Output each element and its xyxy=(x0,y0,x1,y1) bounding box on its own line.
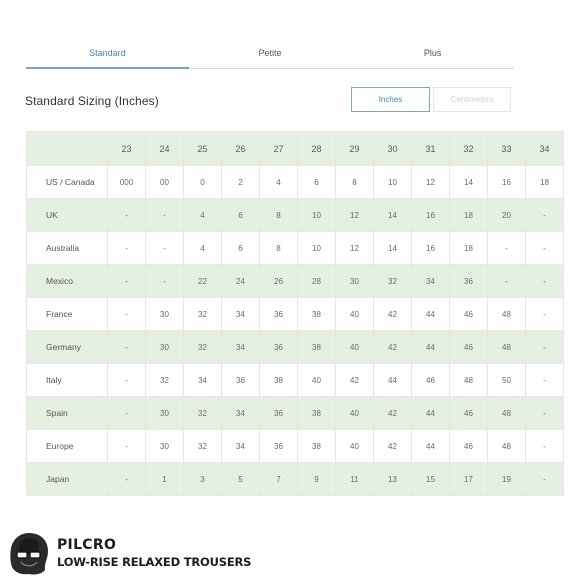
size-header-27: 27 xyxy=(260,132,298,166)
size-cell: 46 xyxy=(450,331,488,364)
size-cell: - xyxy=(488,232,526,265)
size-cell: 34 xyxy=(222,397,260,430)
size-chart-table-container xyxy=(26,131,580,497)
size-cell: 44 xyxy=(412,331,450,364)
table-row xyxy=(27,298,564,331)
size-cell: 26 xyxy=(260,265,298,298)
size-table-body xyxy=(27,166,564,496)
size-cell: 34 xyxy=(222,331,260,364)
size-cell: 38 xyxy=(298,331,336,364)
brand-name: PILCRO xyxy=(57,537,117,553)
size-header-34: 34 xyxy=(526,132,564,166)
size-header-28: 28 xyxy=(298,132,336,166)
size-cell: - xyxy=(526,430,564,463)
size-cell: 42 xyxy=(374,331,412,364)
size-cell: 22 xyxy=(184,265,222,298)
header-corner-cell xyxy=(27,132,108,166)
size-cell: - xyxy=(526,199,564,232)
size-cell: 48 xyxy=(488,298,526,331)
size-cell: - xyxy=(526,232,564,265)
size-cell: 48 xyxy=(450,364,488,397)
size-cell: 14 xyxy=(374,199,412,232)
row-label: Japan xyxy=(27,463,108,496)
size-cell: 40 xyxy=(336,397,374,430)
size-cell: 44 xyxy=(374,364,412,397)
table-row xyxy=(27,364,564,397)
size-cell: 36 xyxy=(260,298,298,331)
size-cell: 32 xyxy=(184,331,222,364)
table-row xyxy=(27,397,564,430)
size-header-32: 32 xyxy=(450,132,488,166)
size-cell: 34 xyxy=(222,430,260,463)
size-cell: - xyxy=(146,232,184,265)
size-cell: 16 xyxy=(412,199,450,232)
size-cell: 38 xyxy=(298,298,336,331)
size-cell: - xyxy=(526,265,564,298)
size-cell: 36 xyxy=(260,430,298,463)
size-header-30: 30 xyxy=(374,132,412,166)
size-cell: 40 xyxy=(336,430,374,463)
page-title: Standard Sizing (Inches) xyxy=(25,94,159,108)
size-cell: 48 xyxy=(488,331,526,364)
pilcro-logo-icon xyxy=(9,532,49,576)
size-cell: 36 xyxy=(260,397,298,430)
size-cell: 36 xyxy=(450,265,488,298)
size-cell: - xyxy=(526,298,564,331)
size-cell: 8 xyxy=(260,199,298,232)
centimeters-button[interactable]: Centimeters xyxy=(433,87,511,112)
size-cell: - xyxy=(108,463,146,496)
size-cell: - xyxy=(108,430,146,463)
size-cell: 48 xyxy=(488,397,526,430)
size-cell: 42 xyxy=(374,430,412,463)
size-cell: 32 xyxy=(184,430,222,463)
size-cell: 18 xyxy=(450,199,488,232)
table-row xyxy=(27,199,564,232)
size-cell: 44 xyxy=(412,298,450,331)
size-cell: - xyxy=(108,199,146,232)
size-cell: 14 xyxy=(450,166,488,199)
table-row xyxy=(27,265,564,298)
row-label: Australia xyxy=(27,232,108,265)
size-cell: 34 xyxy=(184,364,222,397)
tab-petite[interactable]: Petite xyxy=(258,48,282,58)
size-cell: - xyxy=(526,364,564,397)
size-cell: 38 xyxy=(298,430,336,463)
row-label: UK xyxy=(27,199,108,232)
size-header-31: 31 xyxy=(412,132,450,166)
size-cell: 4 xyxy=(260,166,298,199)
size-cell: 28 xyxy=(298,265,336,298)
size-header-26: 26 xyxy=(222,132,260,166)
size-header-24: 24 xyxy=(146,132,184,166)
size-cell: 0 xyxy=(184,166,222,199)
size-cell: 9 xyxy=(298,463,336,496)
size-cell: 4 xyxy=(184,199,222,232)
size-cell: 6 xyxy=(222,199,260,232)
inches-button[interactable]: Inches xyxy=(351,87,430,112)
size-cell: 5 xyxy=(222,463,260,496)
size-cell: 46 xyxy=(412,364,450,397)
table-row xyxy=(27,166,564,199)
size-cell: 10 xyxy=(298,232,336,265)
size-cell: 50 xyxy=(488,364,526,397)
row-label: US / Canada xyxy=(27,166,108,199)
size-cell: 34 xyxy=(222,298,260,331)
size-cell: 2 xyxy=(222,166,260,199)
size-cell: 6 xyxy=(298,166,336,199)
size-cell: - xyxy=(146,199,184,232)
size-cell: 32 xyxy=(374,265,412,298)
size-cell: 1 xyxy=(146,463,184,496)
size-cell: 12 xyxy=(336,232,374,265)
size-cell: 13 xyxy=(374,463,412,496)
size-category-tabs xyxy=(26,44,514,69)
size-cell: 30 xyxy=(146,397,184,430)
size-cell: - xyxy=(108,265,146,298)
size-cell: - xyxy=(526,397,564,430)
size-cell: - xyxy=(108,397,146,430)
size-cell: 10 xyxy=(374,166,412,199)
size-cell: 40 xyxy=(336,298,374,331)
row-label: Mexico xyxy=(27,265,108,298)
size-header-25: 25 xyxy=(184,132,222,166)
size-cell: 14 xyxy=(374,232,412,265)
size-cell: 12 xyxy=(336,199,374,232)
size-cell: 15 xyxy=(412,463,450,496)
table-row xyxy=(27,331,564,364)
size-cell: 44 xyxy=(412,430,450,463)
size-header-33: 33 xyxy=(488,132,526,166)
size-cell: 3 xyxy=(184,463,222,496)
size-cell: 16 xyxy=(488,166,526,199)
size-cell: 10 xyxy=(298,199,336,232)
size-cell: 32 xyxy=(184,298,222,331)
size-cell: 46 xyxy=(450,397,488,430)
size-cell: - xyxy=(146,265,184,298)
size-cell: - xyxy=(488,265,526,298)
size-cell: 24 xyxy=(222,265,260,298)
size-cell: 40 xyxy=(336,331,374,364)
size-chart-table xyxy=(26,131,564,496)
size-cell: 18 xyxy=(526,166,564,199)
size-cell: 42 xyxy=(374,298,412,331)
table-row xyxy=(27,430,564,463)
table-row xyxy=(27,463,564,496)
size-cell: 46 xyxy=(450,430,488,463)
tab-plus[interactable]: Plus xyxy=(423,48,442,58)
size-cell: 32 xyxy=(184,397,222,430)
size-cell: 00 xyxy=(146,166,184,199)
tab-standard[interactable]: Standard xyxy=(26,44,189,69)
table-row xyxy=(27,232,564,265)
size-cell: 4 xyxy=(184,232,222,265)
size-cell: 18 xyxy=(450,232,488,265)
size-header-23: 23 xyxy=(108,132,146,166)
size-cell: - xyxy=(108,232,146,265)
size-cell: 32 xyxy=(146,364,184,397)
size-cell: 000 xyxy=(108,166,146,199)
row-label: France xyxy=(27,298,108,331)
size-cell: 7 xyxy=(260,463,298,496)
row-label: Germany xyxy=(27,331,108,364)
size-cell: 42 xyxy=(336,364,374,397)
size-header-row xyxy=(27,132,564,166)
size-cell: 44 xyxy=(412,397,450,430)
size-cell: 12 xyxy=(412,166,450,199)
row-label: Europe xyxy=(27,430,108,463)
size-cell: - xyxy=(108,298,146,331)
size-cell: 30 xyxy=(146,298,184,331)
row-label: Italy xyxy=(27,364,108,397)
size-cell: 36 xyxy=(222,364,260,397)
size-cell: 30 xyxy=(336,265,374,298)
size-cell: 40 xyxy=(298,364,336,397)
size-cell: 38 xyxy=(298,397,336,430)
size-cell: 36 xyxy=(260,331,298,364)
size-cell: 30 xyxy=(146,331,184,364)
size-cell: 46 xyxy=(450,298,488,331)
size-cell: 8 xyxy=(336,166,374,199)
size-cell: 11 xyxy=(336,463,374,496)
size-cell: - xyxy=(108,364,146,397)
size-cell: 42 xyxy=(374,397,412,430)
size-cell: - xyxy=(526,463,564,496)
size-cell: 38 xyxy=(260,364,298,397)
product-name: LOW-RISE RELAXED TROUSERS xyxy=(57,555,252,569)
size-cell: 8 xyxy=(260,232,298,265)
size-cell: 20 xyxy=(488,199,526,232)
size-cell: - xyxy=(108,331,146,364)
size-cell: 6 xyxy=(222,232,260,265)
size-cell: 19 xyxy=(488,463,526,496)
size-cell: 34 xyxy=(412,265,450,298)
size-header-29: 29 xyxy=(336,132,374,166)
size-cell: - xyxy=(526,331,564,364)
size-cell: 48 xyxy=(488,430,526,463)
size-cell: 16 xyxy=(412,232,450,265)
size-cell: 30 xyxy=(146,430,184,463)
size-cell: 17 xyxy=(450,463,488,496)
row-label: Spain xyxy=(27,397,108,430)
